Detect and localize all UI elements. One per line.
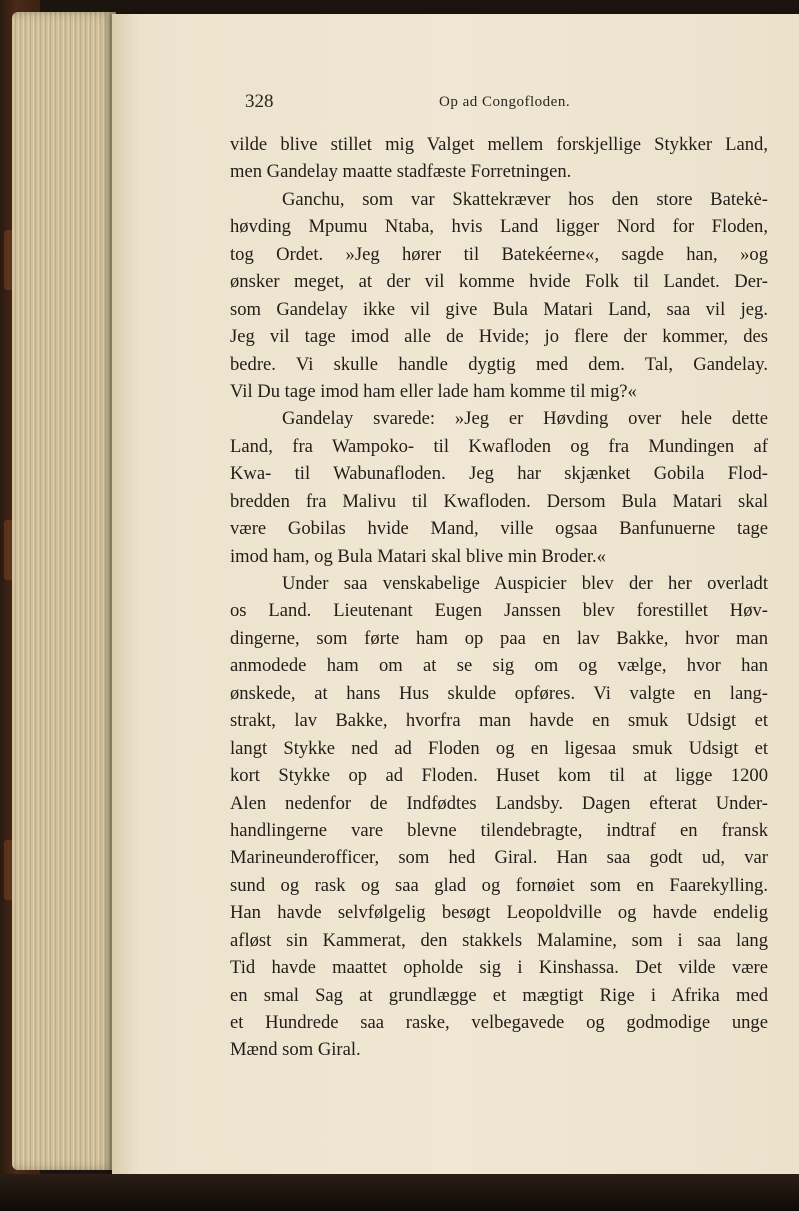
text-line: et Hundrede saa raske, velbegavede og godmodige unge — [230, 1012, 768, 1033]
text-line: dingerne, som førte ham op paa en lav Bakke, hvor man — [230, 627, 768, 649]
text-line: en smal Sag at grundlægge et mægtigt Rige i Afrika med — [230, 984, 768, 1006]
text-line: afløst sin Kammerat, den stakkels Malamine, som i saa lang — [230, 929, 768, 951]
page-header — [245, 91, 799, 117]
text-line: Land, fra Wampoko- til Kwafloden og fra Mundingen af — [230, 435, 768, 457]
text-line: langt Stykke ned ad Floden og en ligesaa smuk Udsigt et — [230, 737, 768, 759]
text-line: bredden fra Malivu til Kwafloden. Dersom Bula Matari skal — [230, 490, 768, 512]
text-line: sund og rask og saa glad og fornøiet som en Faarekylling. — [230, 874, 768, 896]
text-line: ønsker meget, at der vil komme hvide Folk til Landet. Der- — [230, 271, 768, 293]
text-line: Jeg vil tage imod alle de Hvide; jo flere der kommer, des — [230, 326, 768, 348]
text-line: ønskede, at hans Hus skulde opføres. Vi valgte en lang- — [230, 682, 768, 704]
text-line: tog Ordet. »Jeg hører til Batekéerne«, sagde han, »og — [230, 243, 768, 265]
page-number: 328 — [245, 91, 274, 112]
text-line: vilde blive stillet mig Valget mellem forskjellige Stykker Land, — [230, 134, 768, 155]
text-line: bedre. Vi skulle handle dygtig med dem. Tal, Gandelay. — [230, 353, 768, 375]
text-line: Marineunderofficer, som hed Giral. Han saa godt ud, var — [230, 847, 768, 869]
text-line: Alen nedenfor de Indfødtes Landsby. Dagen efterat Under- — [230, 792, 768, 814]
text-line: Under saa venskabelige Auspicier blev der her overladt — [282, 573, 768, 594]
text-line: os Land. Lieutenant Eugen Janssen blev forestillet Høv- — [230, 600, 768, 622]
text-line: men Gandelay maatte stadfæste Forretningen. — [230, 161, 572, 183]
page-edges — [12, 12, 116, 1170]
text-line: som Gandelay ikke vil give Bula Matari Land, saa vil jeg. — [230, 298, 768, 320]
text-line: strakt, lav Bakke, hvorfra man havde en smuk Udsigt et — [230, 710, 768, 732]
text-line: anmodede ham om at se sig om og vælge, hvor han — [230, 655, 768, 677]
text-line: handlingerne vare blevne tilendebragte, indtraf en fransk — [230, 819, 768, 841]
text-line: kort Stykke op ad Floden. Huset kom til at ligge 1200 — [230, 765, 768, 787]
running-head: Op ad Congofloden. — [439, 94, 571, 110]
text-line: imod ham, og Bula Matari skal blive min Broder.« — [230, 545, 606, 567]
body-text — [230, 131, 768, 1064]
text-line: Tid havde maattet opholde sig i Kinshassa. Det vilde være — [230, 957, 768, 979]
text-line: Gandelay svarede: »Jeg er Høvding over hele dette — [282, 408, 768, 430]
text-line: Kwa- til Wabunafloden. Jeg har skjænket Gobila Flod- — [230, 463, 768, 485]
text-line: høvding Mpumu Ntaba, hvis Land ligger Nord for Floden, — [230, 216, 768, 238]
text-line: Mænd som Giral. — [230, 1039, 361, 1061]
text-line: Han havde selvfølgelig besøgt Leopoldville og havde endelig — [230, 902, 768, 924]
text-line: være Gobilas hvide Mand, ville ogsaa Banfunuerne tage — [230, 518, 768, 540]
text-line: Ganchu, som var Skattekræver hos den store Batekė- — [282, 188, 768, 210]
text-line: Vil Du tage imod ham eller lade ham komme til mig?« — [230, 380, 637, 402]
background-shadow — [0, 1174, 799, 1211]
